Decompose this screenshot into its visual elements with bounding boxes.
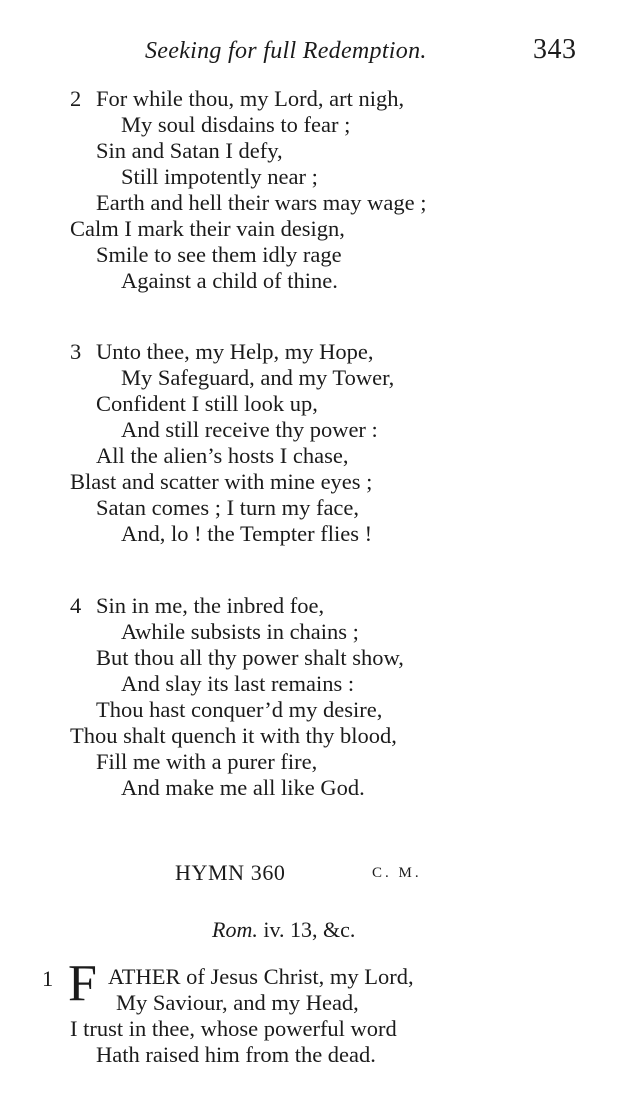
verse-line: And, lo ! the Tempter flies !: [121, 521, 373, 546]
verse-number: 3: [70, 339, 82, 364]
drop-cap: F: [68, 955, 97, 1012]
hymn-title: HYMN 360: [175, 860, 286, 885]
verse-line: Satan comes ; I turn my face,: [96, 495, 360, 520]
verse-line: And slay its last remains :: [121, 671, 355, 696]
verse-line: ATHER of Jesus Christ, my Lord,: [108, 964, 414, 989]
verse-line: My Saviour, and my Head,: [116, 990, 359, 1015]
verse-line: Awhile subsists in chains ;: [121, 619, 359, 644]
verse-line: Thou shalt quench it with thy blood,: [70, 723, 397, 748]
verse-line: Thou hast conquer’d my desire,: [96, 697, 383, 722]
verse-number: 2: [70, 86, 82, 111]
verse-line: I trust in thee, whose powerful word: [70, 1016, 397, 1041]
verse-line: Hath raised him from the dead.: [96, 1042, 376, 1067]
verse-line: But thou all thy power shalt show,: [96, 645, 404, 670]
verse-number: 4: [70, 593, 82, 618]
verse-line: Smile to see them idly rage: [96, 242, 342, 267]
verse-line: Confident I still look up,: [96, 391, 318, 416]
scripture-book: Rom.: [212, 917, 258, 942]
verse-number: 1: [42, 966, 54, 991]
verse-line: Still impotently near ;: [121, 164, 318, 189]
running-title: Seeking for full Redemption.: [145, 38, 427, 64]
verse-line: Fill me with a purer fire,: [96, 749, 318, 774]
verse-line: Earth and hell their wars may wage ;: [96, 190, 427, 215]
verse-line: All the alien’s hosts I chase,: [96, 443, 349, 468]
verse-line: Blast and scatter with mine eyes ;: [70, 469, 373, 494]
verse-line: And make me all like God.: [121, 775, 365, 800]
verse-line: Sin and Satan I defy,: [96, 138, 283, 163]
scripture-chapter-verse: iv. 13, &c.: [257, 917, 356, 942]
scripture-reference: [212, 917, 355, 943]
verse-line: My soul disdains to fear ;: [121, 112, 351, 137]
page-number: 343: [533, 34, 577, 65]
verse-line: Calm I mark their vain design,: [70, 216, 345, 241]
verse-line: Sin in me, the inbred foe,: [96, 593, 325, 618]
verse-line: For while thou, my Lord, art nigh,: [96, 86, 405, 111]
hymn-meter: C. M.: [372, 865, 422, 881]
verse-line: Unto thee, my Help, my Hope,: [96, 339, 374, 364]
verse-line: Against a child of thine.: [121, 268, 338, 293]
verse-line: And still receive thy power :: [121, 417, 378, 442]
verse-line: My Safeguard, and my Tower,: [121, 365, 395, 390]
